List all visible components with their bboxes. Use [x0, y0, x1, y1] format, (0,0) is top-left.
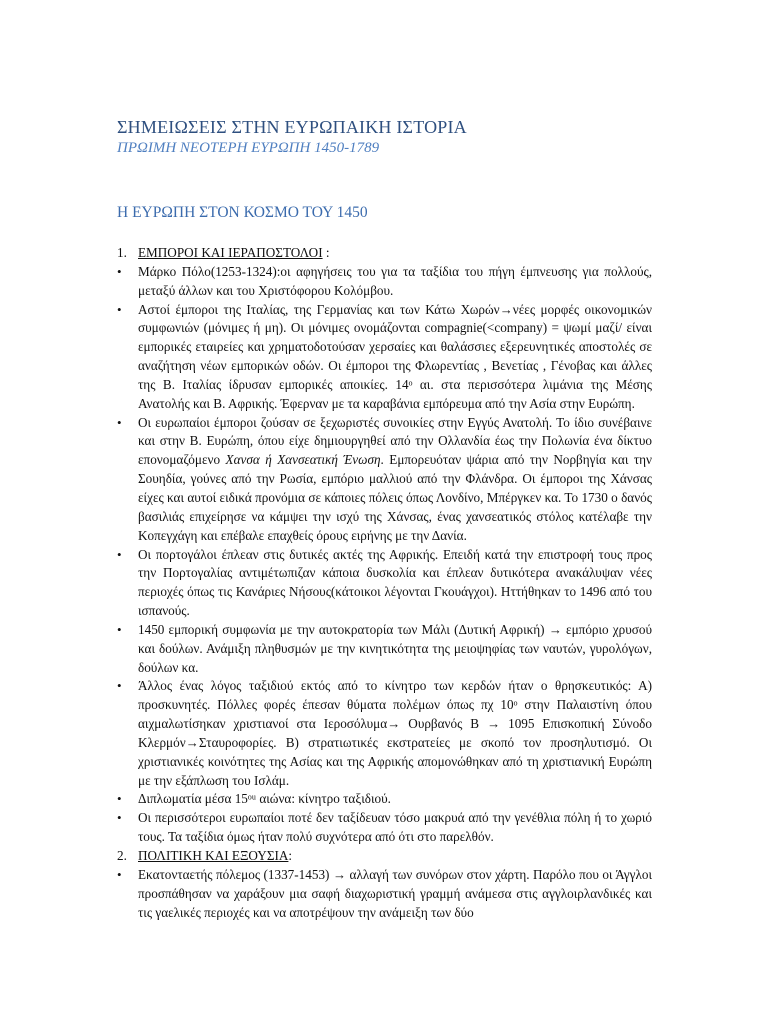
heading-label: ΕΜΠΟΡΟΙ ΚΑΙ ΙΕΡΑΠΟΣΤΟΛΟΙ: [138, 245, 323, 260]
heading-number: 2.: [117, 848, 127, 863]
paragraph: Άλλος ένας λόγος ταξιδιού εκτός από το κίνητρο των κερδών ήταν ο θρησκευτικός: Α) προσκυνητές. Πόλλες φορές έπεσαν θύματα πολέμων όπως πχ 10ᵒ στην Παλαιστίνη όπου αιχμαλωτίσηκαν χριστιανοί στα Ιεροσόλυμα→ Ουρβανός Β → 1095 Επισκοπική Σύνοδο Κλερμόν→Σταυροφορίες. Β) στρατιωτικές εκστρατείες με σκοπό τον προσηλυτισμό. Οι χριστιανικές κοινότητες της Ασίας και της Αφρικής απομονώθηκαν από τη χριστιανική Ευρώπη με την εξάπλωση του Ισλάμ.: [138, 678, 652, 788]
bullet-item: [117, 621, 652, 678]
bullet-item: [117, 809, 652, 847]
bullet-item: [117, 790, 652, 809]
bullet-item: [117, 414, 652, 546]
bullet-marker: •: [117, 866, 122, 882]
paragraph: Οι πορτογάλοι έπλεαν στις δυτικές ακτές της Αφρικής. Επειδή κατά την επιστροφή τους προς την Πορτογαλίας αντιμέτωπιζαν κάποια δυσκολία και έπλεαν δυτικότερα ανακάλυψαν νέες περιοχές όπως τις Κανάριες Νήσους(κάτοικοι λέγονται Γκουάγχοι). Ηττήθηκαν το 1496 από του ισπανούς.: [138, 546, 652, 619]
bullet-marker: •: [117, 621, 122, 637]
bullet-marker: •: [117, 301, 122, 317]
numbered-heading: [117, 244, 652, 263]
paragraph: Εκατονταετής πόλεμος (1337-1453) → αλλαγή των συνόρων στον χάρτη. Παρόλο που οι Άγγλοι προσπάθησαν να χαράξουν μια σαφή διαχωριστική γραμμή ανάμεσα στις αγγλοιρλανδικές και τις γαελικές περιοχές και να αποτρέψουν την ανάμειξη των δύο: [138, 866, 652, 920]
document-body: [117, 244, 652, 922]
paragraph-text: Οι ευρωπαίοι έμποροι ζούσαν σε ξεχωριστές συνοικίες στην Εγγύς Ανατολή. Το ίδιο συνέβαινε και στην Β. Ευρώπη, όπου είχε δημιουργηθεί από την Ολλανδία έως την Πολωνία ένα δίκτυο επονομαζόμενο: [138, 414, 652, 468]
paragraph: [138, 414, 652, 546]
numbered-heading: [117, 847, 652, 866]
paragraph-text: . Εμπορευόταν ψάρια από την Νορβηγία και την Σουηδία, γούνες από την Ρωσία, εμπόριο μαλλιού από την Φλάνδρα. Οι έμποροι της Χάνσας είχες και αυτοί ειδικά προνόμια σε κάποιες πόλεις όπως Λονδίνο, Μπέργκεν κα. Το 1730 ο δανός βασιλιάς επιχείρησε να κάμψει την ισχύ της Χάνσας, ένας χανσεατικός στόλος κατέλαβε την Κοπεγχάγη και επέβαλε επαχθείς όρους ειρήνης με την Δανία.: [138, 452, 652, 543]
document-subtitle: ΠΡΩΙΜΗ ΝΕΟΤΕΡΗ ΕΥΡΩΠΗ 1450-1789: [117, 140, 380, 156]
bullet-marker: •: [117, 810, 122, 826]
heading-label: ΠΟΛΙΤΙΚΗ ΚΑΙ ΕΞΟΥΣΙΑ: [138, 848, 289, 863]
paragraph: Οι περισσότεροι ευρωπαίοι ποτέ δεν ταξίδευαν τόσο μακρυά από την γενέθλια πόλη ή το χωριό τους. Τα ταξίδια όμως ήταν πολύ συχνότερα από ότι στο παρελθόν.: [138, 810, 652, 845]
section-title: Η ΕΥΡΩΠΗ ΣΤΟΝ ΚΟΣΜΟ ΤΟΥ 1450: [117, 204, 368, 221]
heading-suffix: :: [322, 245, 330, 260]
heading-suffix: :: [288, 848, 293, 863]
bullet-item: [117, 263, 652, 301]
bullet-marker: •: [117, 791, 122, 807]
paragraph: Μάρκο Πόλο(1253-1324):οι αφηγήσεις του για τα ταξίδια του πήγη έμπνευσης για πολλούς, μεταξύ άλλων και του Χριστόφορου Κολόμβου.: [138, 263, 652, 298]
bullet-marker: •: [117, 414, 122, 430]
emphasis-text: Χανσα ή Χανσεατική Ένωση: [225, 452, 381, 468]
bullet-marker: •: [117, 263, 122, 279]
bullet-marker: •: [117, 678, 122, 694]
bullet-item: [117, 866, 652, 923]
bullet-item: [117, 546, 652, 621]
heading-number: 1.: [117, 245, 127, 260]
bullet-marker: •: [117, 546, 122, 562]
document-title: ΣΗΜΕΙΩΣΕΙΣ ΣΤΗΝ ΕΥΡΩΠΑΙΚΗ ΙΣΤΟΡΙΑ: [117, 117, 467, 137]
bullet-item: [117, 677, 652, 790]
paragraph: 1450 εμπορική συμφωνία με την αυτοκρατορία των Μάλι (Δυτική Αφρική) → εμπόριο χρυσού και δούλων. Ανάμιξη πληθυσμών με την κινητικότητα της μειοψηφίας των ναυτών, γυρολόγων, δούλων κα.: [138, 621, 652, 675]
paragraph: Διπλωματία μέσα 15ᵒᵘ αιώνα: κίνητρο ταξιδιού.: [138, 791, 391, 807]
paragraph: Αστοί έμποροι της Ιταλίας, της Γερμανίας και των Κάτω Χωρών→νέες μορφές οικονομικών συμφωνιών (μόνιμες ή μη). Οι μόνιμες ονομάζονται compagnie(<company) = ψωμί μαζί/ είναι εμπορικές εταιρείες και χρηματοδοτούσαν χερσαίες και θαλάσσιες εξερευνητικές αποστολές σε αναζήτηση νέων εμπορικών οδών. Οι έμποροι της Φλωρεντίας , Βενετίας , Γένοβας και άλλες της Β. Ιταλίας ίδρυσαν εμπορικές αποικίες. 14ᵒ αι. στα περισσότερα λιμάνια της Μέσης Ανατολής και Β. Αφρικής. Έφερναν με τα καραβάνια εμπόρευμα από την Ασία στην Ευρώπη.: [138, 301, 652, 411]
bullet-item: [117, 301, 652, 414]
